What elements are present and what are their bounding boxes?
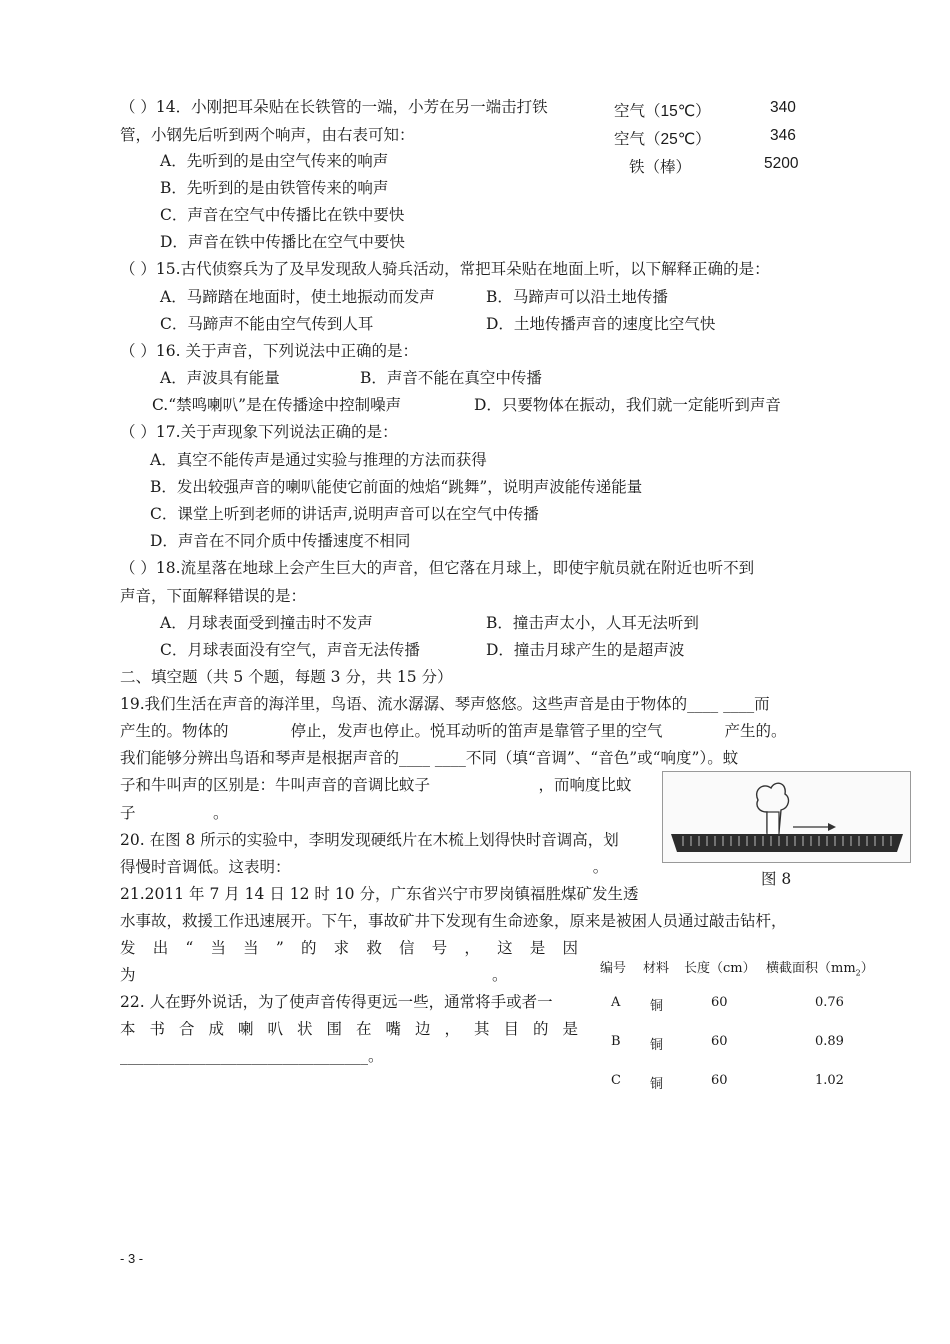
q17-stem: （ ）17.关于声现象下列说法正确的是： xyxy=(120,423,398,441)
q15-stem: （ ）15.古代侦察兵为了及早发现敌人骑兵活动，常把耳朵贴在地面上听，以下解释正确的是： xyxy=(120,260,770,278)
q15-option-c: C．马蹄声不能由空气传到人耳 xyxy=(160,315,374,333)
q15-option-b: B．马蹄声可以沿土地传播 xyxy=(486,288,668,306)
wire-cell-length: 60 xyxy=(711,995,728,1010)
q19-line5: 子 。 xyxy=(120,804,229,822)
speed-row-medium: 空气（15℃） xyxy=(614,103,711,120)
q21-line2: 水事故，救援工作迅速展开。下午，事故矿井下发现有生命迹象，原来是被困人员通过敲击钻杆， xyxy=(120,912,787,930)
q20-line2: 得慢时音调低。这表明： 。 xyxy=(120,858,609,876)
q20-line1: 20. 在图 8 所示的实验中，李明发现硬纸片在木梳上划得快时音调高，划 xyxy=(120,831,619,849)
wire-cell-length: 60 xyxy=(711,1034,728,1049)
speed-row-value: 346 xyxy=(770,127,796,144)
q21-line3: 发出“当当”的求救信号，这是因 xyxy=(120,939,578,957)
q19-line2: 产生的。物体的 停止，发声也停止。悦耳动听的笛声是靠管子里的空气 产生的。 xyxy=(120,722,787,740)
wire-cell-id: B xyxy=(611,1034,621,1049)
speed-row-value: 5200 xyxy=(764,155,799,172)
wire-cell-material: 铜 xyxy=(650,1077,664,1092)
q17-option-c: C．课堂上听到老师的讲话声,说明声音可以在空气中传播 xyxy=(150,505,539,523)
q18-line2: 声音，下面解释错误的是： xyxy=(120,587,307,605)
q16-stem: （ ）16. 关于声音，下列说法中正确的是： xyxy=(120,342,419,360)
wire-header-area: 横截面积$(mm_2)$ xyxy=(766,961,874,978)
q14-line1: （ ）14．小刚把耳朵贴在长铁管的一端，小芳在另一端击打铁 xyxy=(120,98,548,116)
wire-cell-id: C xyxy=(611,1073,621,1088)
q21-line4: 为 。 xyxy=(120,966,508,984)
q19-line3: 我们能够分辨出鸟语和琴声是根据声音的____ ____不同（填“音调”、“音色”或“响度”）。蚊 xyxy=(120,749,739,767)
q15-option-d: D．土地传播声音的速度比空气快 xyxy=(486,315,716,333)
q17-option-d: D．声音在不同介质中传播速度不相同 xyxy=(150,532,411,550)
section-heading: 二、填空题（共 5 个题，每题 3 分，共 15 分） xyxy=(120,668,453,686)
q15-option-a: A．马蹄踏在地面时，使土地振动而发声 xyxy=(160,288,435,306)
speed-row-value: 340 xyxy=(770,99,796,116)
q19-line4: 子和牛叫声的区别是：牛叫声音的音调比蚊子 ，而响度比蚊 xyxy=(120,776,632,794)
wire-cell-area: 0.89 xyxy=(815,1034,844,1049)
q22-line1: 22. 人在野外说话，为了使声音传得更远一些，通常将手或者一 xyxy=(120,993,553,1011)
wire-cell-material: 铜 xyxy=(650,999,664,1014)
q19-line1: 19.我们生活在声音的海洋里，鸟语、流水潺潺、琴声悠悠。这些声音是由于物体的____ ____而 xyxy=(120,695,770,713)
wire-header-length: 长度（cm） xyxy=(684,961,756,976)
q14-option-d: D．声音在铁中传播比在空气中要快 xyxy=(160,233,405,251)
wire-header-id: 编号 xyxy=(600,961,627,976)
q16-option-a: A．声波具有能量 xyxy=(160,369,280,387)
q17-option-a: A．真空不能传声是通过实验与推理的方法而获得 xyxy=(150,451,487,469)
q14-option-b: B．先听到的是由铁管传来的响声 xyxy=(160,179,389,197)
q17-option-b: B．发出较强声音的喇叭能使它前面的烛焰“跳舞”，说明声波能传递能量 xyxy=(150,478,643,496)
wire-cell-material: 铜 xyxy=(650,1038,664,1053)
q21-line1: 21.2011 年 7 月 14 日 12 时 10 分，广东省兴宁市罗岗镇福胜煤矿发生透 xyxy=(120,885,639,903)
q18-option-b: B．撞击声太小，人耳无法听到 xyxy=(486,614,699,632)
q14-option-c: C．声音在空气中传播比在铁中要快 xyxy=(160,206,405,224)
q14-option-a: A．先听到的是由空气传来的响声 xyxy=(160,152,389,170)
wire-cell-length: 60 xyxy=(711,1073,728,1088)
q16-option-b: B．声音不能在真空中传播 xyxy=(360,369,542,387)
comb-illustration xyxy=(663,772,910,862)
figure-8-caption: 图 8 xyxy=(761,870,792,888)
q18-option-d: D．撞击月球产生的是超声波 xyxy=(486,641,685,659)
speed-row-medium: 空气（25℃） xyxy=(614,131,711,148)
q14-line2: 管，小钢先后听到两个响声，由右表可知： xyxy=(120,126,415,144)
wire-header-material: 材料 xyxy=(643,961,670,976)
q22-line2: 本书合成喇叭状围在嘴边，其目的是 xyxy=(120,1020,578,1038)
speed-row-medium: 铁（棒） xyxy=(629,159,692,176)
q18-line1: （ ）18.流星落在地球上会产生巨大的声音，但它落在月球上，即使宇航员就在附近也听不到 xyxy=(120,559,755,577)
figure-8-comb-card xyxy=(662,771,911,863)
wire-cell-id: A xyxy=(611,995,621,1010)
q18-option-c: C．月球表面没有空气，声音无法传播 xyxy=(160,641,420,659)
q16-option-c: C.“禁鸣喇叭”是在传播途中控制噪声 xyxy=(152,396,402,414)
page-number: - 3 - xyxy=(120,1251,144,1266)
wire-cell-area: 1.02 xyxy=(815,1073,844,1088)
wire-cell-area: 0.76 xyxy=(815,995,844,1010)
q22-line3: ________________________________。 xyxy=(120,1047,384,1065)
q16-option-d: D．只要物体在振动，我们就一定能听到声音 xyxy=(474,396,781,414)
q18-option-a: A．月球表面受到撞击时不发声 xyxy=(160,614,373,632)
